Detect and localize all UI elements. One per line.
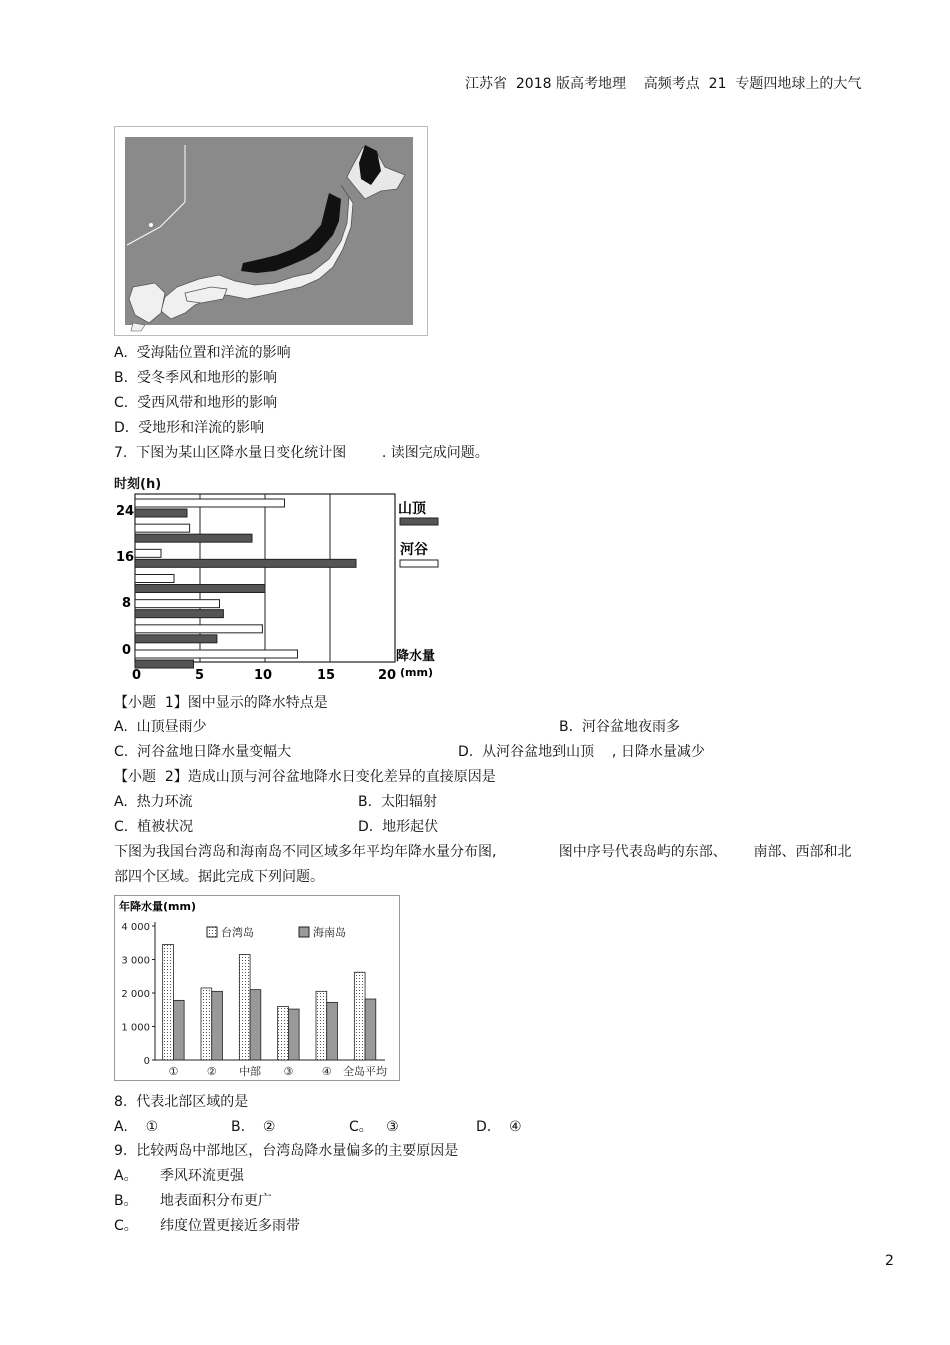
q7-sub1-b: B. 河谷盆地夜雨多 (559, 719, 680, 735)
q6-option-a: A. 受海陆位置和洋流的影响 (114, 345, 291, 361)
chart2-ytick-label: 1 000 (121, 1022, 150, 1034)
chart2-category-label: ③ (283, 1065, 294, 1078)
chart2-bar-hainan (327, 1002, 338, 1060)
legend-taiwan-label: 台湾岛 (221, 926, 254, 939)
chart2-bar-taiwan (316, 991, 327, 1060)
chart1-bar-valley (135, 499, 285, 507)
chart2-bar-taiwan (278, 1006, 289, 1060)
chart1-bar-mountain (135, 635, 217, 643)
chart2-bar-hainan (212, 991, 223, 1060)
chart1-bar-mountain (135, 660, 194, 668)
chart2-category-label: ④ (321, 1065, 332, 1078)
legend-taiwan-swatch (207, 927, 217, 937)
chart2-ytick-label: 3 000 (121, 955, 150, 967)
japan-map (115, 127, 427, 335)
annual-precip-chart (115, 896, 399, 1080)
intro2-line1: 下图为我国台湾岛和海南岛不同区域多年平均年降水量分布图, 图中序号代表岛屿的东部、 南部、西部和北 (114, 844, 852, 860)
q7-sub1-c: C. 河谷盆地日降水量变幅大 (114, 744, 292, 760)
chart1-xtick: 0 (132, 668, 142, 683)
chart1-bar-valley (135, 600, 220, 608)
q7-sub2-c: C. 植被状况 (114, 819, 194, 835)
chart2-bar-taiwan (163, 944, 174, 1060)
chart2-bar-hainan (173, 1000, 184, 1060)
q8-option-c: C。 ③ (349, 1119, 399, 1135)
chart2-bar-taiwan (354, 972, 365, 1060)
chart1-bar-valley (135, 575, 174, 583)
q8-stem: 8. 代表北部区域的是 (114, 1094, 249, 1110)
chart2-bar-taiwan (201, 988, 212, 1060)
chart1-xtick: 5 (195, 668, 205, 683)
page-header: 江苏省 2018 版高考地理 高频考点 21 专题四地球上的大气 (465, 76, 862, 92)
legend-hainan-swatch (299, 927, 309, 937)
q7-sub2-a: A. 热力环流 (114, 794, 193, 810)
intro2-line2: 部四个区域。据此完成下列问题。 (114, 869, 324, 885)
chart2-bar-taiwan (239, 954, 250, 1060)
q9-option-c: C。 纬度位置更接近多雨带 (114, 1218, 301, 1234)
chart1-xtick: 20 (378, 668, 397, 683)
q8-option-a: A. ① (114, 1119, 159, 1135)
page-number: 2 (885, 1253, 894, 1269)
q8-option-d: D. ④ (476, 1119, 522, 1135)
chart1-x-unit: (mm) (400, 666, 433, 679)
chart2-y-title: 年降水量(mm) (119, 900, 196, 913)
chart1-bar-mountain (135, 534, 252, 542)
chart1-ytick: 8 (122, 596, 132, 611)
chart2-bar-hainan (288, 1009, 299, 1060)
q6-option-b: B. 受冬季风和地形的影响 (114, 370, 277, 386)
japan-map-figure (114, 126, 428, 336)
chart1-ytick: 24 (116, 504, 135, 519)
legend-mountain-swatch (400, 518, 438, 525)
chart1-ytick: 16 (116, 550, 135, 565)
q8-option-b: B. ② (231, 1119, 276, 1135)
q7-sub2-d: D. 地形起伏 (358, 819, 439, 835)
q6-option-c: C. 受西风带和地形的影响 (114, 395, 278, 411)
chart1-bar-valley (135, 549, 161, 557)
q7-stem: 7. 下图为某山区降水量日变化统计图 . 读图完成问题。 (114, 445, 489, 461)
chart1-y-title: 时刻(h) (114, 477, 162, 492)
chart2-bar-hainan (365, 999, 376, 1060)
q7-sub1: 【小题 1】图中显示的降水特点是 (114, 695, 328, 711)
q9-option-a: A。 季风环流更强 (114, 1168, 244, 1184)
q9-stem: 9. 比较两岛中部地区，台湾岛降水量偏多的主要原因是 (114, 1143, 459, 1159)
chart2-ytick-label: 4 000 (121, 922, 150, 933)
q6-option-d: D. 受地形和洋流的影响 (114, 420, 265, 436)
chart2-category-label: 中部 (239, 1065, 262, 1078)
chart1-bar-valley (135, 524, 190, 532)
q7-sub1-a: A. 山顶昼雨少 (114, 719, 207, 735)
annual-precip-chart-frame (114, 895, 400, 1081)
chart1-bar-valley (135, 625, 262, 633)
chart1-bar-mountain (135, 585, 265, 593)
chart1-bar-mountain (135, 559, 356, 567)
chart1-xtick: 10 (254, 668, 273, 683)
chart2-ytick-label: 0 (143, 1056, 150, 1067)
chart2-category-label: ② (206, 1065, 217, 1078)
chart2-category-label: ① (168, 1065, 179, 1078)
chart1-xtick: 15 (317, 668, 336, 683)
chart1-bar-mountain (135, 610, 223, 618)
legend-valley-label: 河谷 (400, 542, 428, 558)
legend-hainan-label: 海南岛 (313, 926, 346, 939)
q7-sub2-b: B. 太阳辐射 (358, 794, 437, 810)
legend-mountain-label: 山顶 (398, 501, 426, 517)
chart1-bar-mountain (135, 509, 187, 517)
chart1-bar-valley (135, 650, 298, 658)
chart2-category-label: 全岛平均 (343, 1065, 388, 1078)
q9-option-b: B。 地表面积分布更广 (114, 1193, 272, 1209)
chart1-ytick: 0 (122, 643, 132, 658)
precip-diurnal-chart (110, 474, 460, 684)
chart2-bar-hainan (250, 990, 261, 1060)
legend-valley-swatch (400, 560, 438, 567)
q7-sub2: 【小题 2】造成山顶与河谷盆地降水日变化差异的直接原因是 (114, 769, 496, 785)
chart1-x-title: 降水量 (396, 649, 436, 664)
chart2-ytick-label: 2 000 (121, 989, 150, 1000)
q7-sub1-d: D. 从河谷盆地到山顶 , 日降水量减少 (458, 744, 705, 760)
